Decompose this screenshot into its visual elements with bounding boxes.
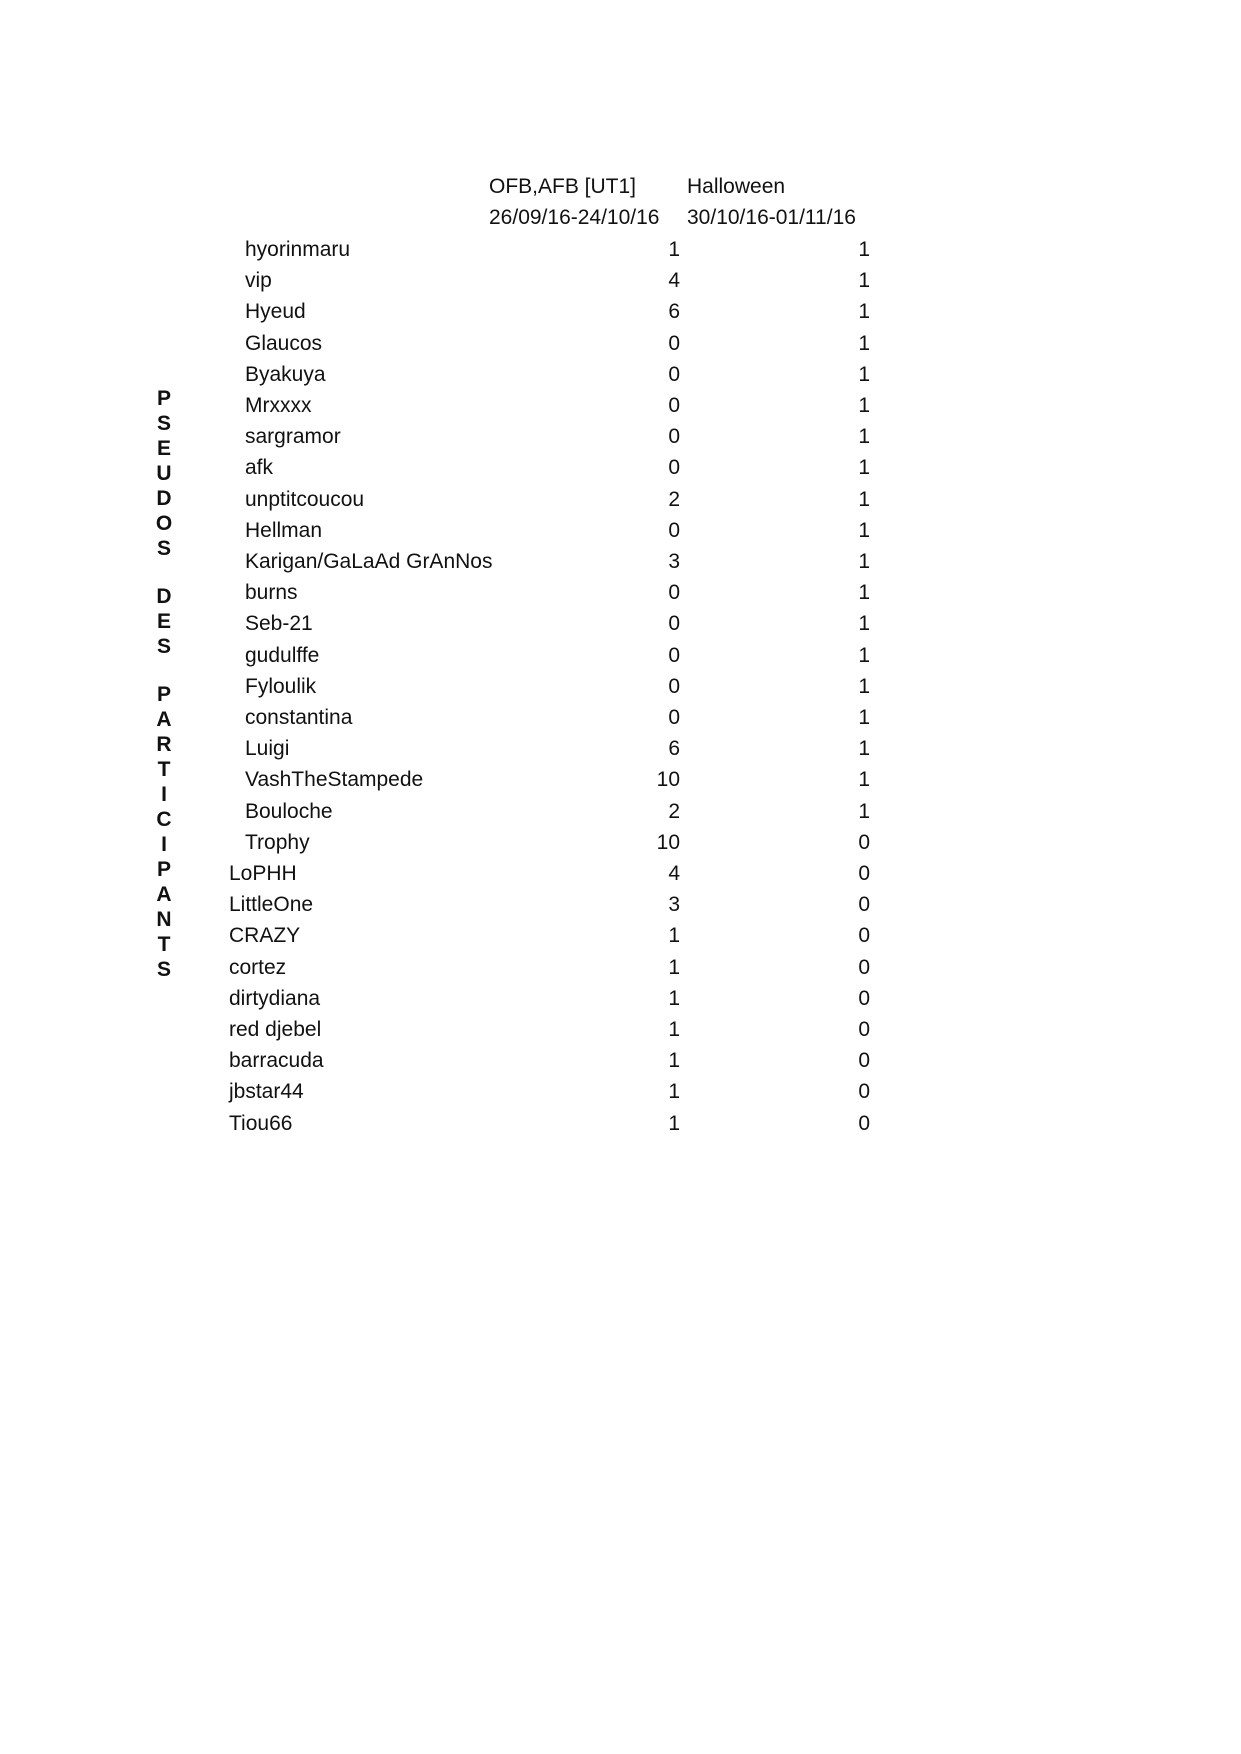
side-label-char: S bbox=[156, 537, 171, 560]
ofb-afb-count: 1 bbox=[668, 1080, 680, 1103]
side-label-char: S bbox=[156, 958, 171, 981]
ofb-afb-count: 3 bbox=[668, 893, 680, 916]
participant-name: afk bbox=[245, 456, 274, 479]
side-label-char: S bbox=[156, 635, 171, 658]
side-label-char: P bbox=[156, 387, 171, 410]
side-label-char: S bbox=[156, 412, 171, 435]
participant-name: unptitcoucou bbox=[245, 488, 365, 511]
table-row bbox=[0, 889, 1241, 920]
ofb-afb-count: 10 bbox=[656, 768, 680, 791]
side-label-char: E bbox=[156, 610, 171, 633]
participant-name: Glaucos bbox=[245, 332, 323, 355]
table-row bbox=[0, 858, 1241, 889]
ofb-afb-count: 0 bbox=[668, 519, 680, 542]
halloween-count: 1 bbox=[858, 737, 870, 760]
ofb-afb-count: 2 bbox=[668, 800, 680, 823]
ofb-afb-count: 0 bbox=[668, 456, 680, 479]
halloween-count: 0 bbox=[858, 893, 870, 916]
side-label-char: I bbox=[161, 833, 167, 856]
halloween-count: 1 bbox=[858, 768, 870, 791]
participant-name: hyorinmaru bbox=[245, 238, 351, 261]
table-row bbox=[0, 484, 1241, 515]
side-label-char: D bbox=[156, 585, 172, 608]
ofb-afb-count: 6 bbox=[668, 737, 680, 760]
participant-name: Luigi bbox=[245, 737, 290, 760]
table-row bbox=[0, 296, 1241, 327]
participant-name: gudulffe bbox=[245, 644, 320, 667]
table-row bbox=[0, 1014, 1241, 1045]
participant-name: VashTheStampede bbox=[245, 768, 424, 791]
side-label-char: A bbox=[156, 883, 172, 906]
ofb-afb-count: 10 bbox=[656, 831, 680, 854]
ofb-afb-count: 0 bbox=[668, 581, 680, 604]
table-row bbox=[0, 577, 1241, 608]
halloween-count: 1 bbox=[858, 612, 870, 635]
side-label-char: D bbox=[156, 487, 172, 510]
ofb-afb-count: 1 bbox=[668, 1049, 680, 1072]
halloween-count: 0 bbox=[858, 956, 870, 979]
participant-name: sargramor bbox=[245, 425, 341, 448]
table-row bbox=[0, 671, 1241, 702]
participant-name: Seb-21 bbox=[245, 612, 313, 635]
side-label-char: C bbox=[156, 808, 172, 831]
ofb-afb-count: 0 bbox=[668, 644, 680, 667]
ofb-afb-count: 1 bbox=[668, 987, 680, 1010]
ofb-afb-count: 3 bbox=[668, 550, 680, 573]
ofb-afb-count: 6 bbox=[668, 300, 680, 323]
halloween-count: 0 bbox=[858, 1080, 870, 1103]
table-row bbox=[0, 796, 1241, 827]
participant-name: cortez bbox=[229, 956, 287, 979]
side-label-char: N bbox=[156, 908, 172, 931]
ofb-afb-count: 1 bbox=[668, 1112, 680, 1135]
column-1-title: OFB,AFB [UT1] bbox=[489, 175, 637, 198]
side-label-char: A bbox=[156, 708, 172, 731]
halloween-count: 1 bbox=[858, 800, 870, 823]
side-label-char: I bbox=[161, 783, 167, 806]
table-row bbox=[0, 1108, 1241, 1139]
ofb-afb-count: 1 bbox=[668, 956, 680, 979]
participant-name: constantina bbox=[245, 706, 353, 729]
halloween-count: 1 bbox=[858, 675, 870, 698]
participant-name: LoPHH bbox=[229, 862, 297, 885]
halloween-count: 0 bbox=[858, 1112, 870, 1135]
halloween-count: 1 bbox=[858, 456, 870, 479]
table-row bbox=[0, 234, 1241, 265]
table-row bbox=[0, 328, 1241, 359]
side-label-char: O bbox=[155, 512, 173, 535]
side-label-char: R bbox=[156, 733, 172, 756]
halloween-count: 1 bbox=[858, 581, 870, 604]
participant-name: red djebel bbox=[229, 1018, 322, 1041]
halloween-count: 1 bbox=[858, 394, 870, 417]
table-row bbox=[0, 390, 1241, 421]
ofb-afb-count: 4 bbox=[668, 269, 680, 292]
participant-name: Fyloulik bbox=[245, 675, 317, 698]
ofb-afb-count: 1 bbox=[668, 1018, 680, 1041]
column-2-title: Halloween bbox=[687, 175, 786, 198]
halloween-count: 1 bbox=[858, 488, 870, 511]
table-row bbox=[0, 733, 1241, 764]
halloween-count: 1 bbox=[858, 425, 870, 448]
side-label-char: P bbox=[156, 858, 171, 881]
participant-name: Tiou66 bbox=[229, 1112, 293, 1135]
table-row bbox=[0, 1076, 1241, 1107]
ofb-afb-count: 1 bbox=[668, 924, 680, 947]
halloween-count: 0 bbox=[858, 1018, 870, 1041]
halloween-count: 1 bbox=[858, 332, 870, 355]
participant-name: Trophy bbox=[245, 831, 310, 854]
side-label-char: E bbox=[156, 437, 171, 460]
table-row bbox=[0, 452, 1241, 483]
ofb-afb-count: 2 bbox=[668, 488, 680, 511]
halloween-count: 1 bbox=[858, 644, 870, 667]
table-row bbox=[0, 764, 1241, 795]
participant-name: Karigan/GaLaAd GrAnNos bbox=[245, 550, 493, 573]
participant-name: Hellman bbox=[245, 519, 323, 542]
ofb-afb-count: 0 bbox=[668, 332, 680, 355]
participant-name: CRAZY bbox=[229, 924, 301, 947]
side-label-char: T bbox=[157, 758, 171, 781]
table-row bbox=[0, 421, 1241, 452]
halloween-count: 0 bbox=[858, 924, 870, 947]
halloween-count: 0 bbox=[858, 987, 870, 1010]
side-label-char: P bbox=[156, 683, 171, 706]
halloween-count: 1 bbox=[858, 706, 870, 729]
halloween-count: 1 bbox=[858, 269, 870, 292]
halloween-count: 0 bbox=[858, 1049, 870, 1072]
halloween-count: 1 bbox=[858, 238, 870, 261]
ofb-afb-count: 0 bbox=[668, 363, 680, 386]
participant-name: Byakuya bbox=[245, 363, 326, 386]
participant-name: jbstar44 bbox=[229, 1080, 304, 1103]
column-2-dates: 30/10/16-01/11/16 bbox=[687, 206, 856, 229]
participant-name: Bouloche bbox=[245, 800, 333, 823]
side-label-char: T bbox=[157, 933, 171, 956]
table-row bbox=[0, 1045, 1241, 1076]
table-row bbox=[0, 983, 1241, 1014]
halloween-count: 0 bbox=[858, 831, 870, 854]
halloween-count: 1 bbox=[858, 550, 870, 573]
participant-name: vip bbox=[245, 269, 272, 292]
table-row bbox=[0, 827, 1241, 858]
participant-name: dirtydiana bbox=[229, 987, 321, 1010]
table-row bbox=[0, 952, 1241, 983]
table-row bbox=[0, 359, 1241, 390]
table-row bbox=[0, 265, 1241, 296]
table-row bbox=[0, 702, 1241, 733]
participant-name: barracuda bbox=[229, 1049, 324, 1072]
halloween-count: 0 bbox=[858, 862, 870, 885]
halloween-count: 1 bbox=[858, 300, 870, 323]
table-row bbox=[0, 608, 1241, 639]
participant-name: burns bbox=[245, 581, 298, 604]
ofb-afb-count: 1 bbox=[668, 238, 680, 261]
table-row bbox=[0, 640, 1241, 671]
table-row bbox=[0, 920, 1241, 951]
ofb-afb-count: 0 bbox=[668, 675, 680, 698]
ofb-afb-count: 4 bbox=[668, 862, 680, 885]
table-row bbox=[0, 515, 1241, 546]
halloween-count: 1 bbox=[858, 519, 870, 542]
column-1-dates: 26/09/16-24/10/16 bbox=[489, 206, 660, 229]
participant-name: Hyeud bbox=[245, 300, 306, 323]
participant-name: LittleOne bbox=[229, 893, 314, 916]
side-label-char: U bbox=[156, 462, 172, 485]
ofb-afb-count: 0 bbox=[668, 612, 680, 635]
participant-name: Mrxxxx bbox=[245, 394, 312, 417]
halloween-count: 1 bbox=[858, 363, 870, 386]
table-row bbox=[0, 546, 1241, 577]
ofb-afb-count: 0 bbox=[668, 425, 680, 448]
ofb-afb-count: 0 bbox=[668, 706, 680, 729]
ofb-afb-count: 0 bbox=[668, 394, 680, 417]
